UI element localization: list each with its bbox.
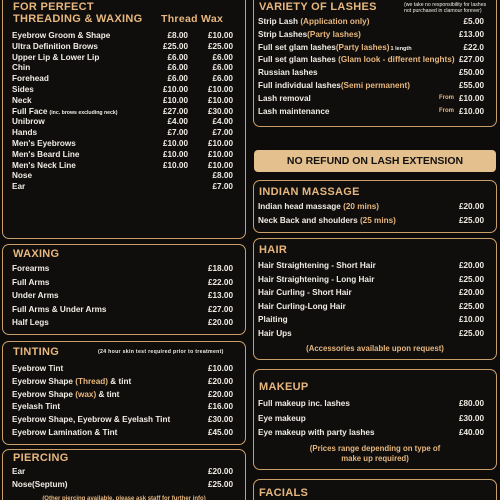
price-row: [3, 74, 245, 85]
wax-price: £7.00: [212, 128, 233, 138]
makeup-footer-line2: make up required): [341, 454, 409, 463]
service-name-text: Ear: [12, 467, 26, 476]
service-name-text: Full individual lashes: [258, 80, 341, 90]
tinting-price-list: [3, 364, 245, 441]
thread-price: £10.00: [162, 138, 188, 148]
facials-title: FACIALS: [259, 487, 309, 499]
tinting-note: (24 hour skin test required prior to treatment): [98, 349, 224, 355]
service-name: [258, 202, 379, 211]
thread-price: £4.00: [167, 117, 188, 127]
service-name: [258, 261, 376, 270]
service-name-highlight: (wax): [75, 389, 97, 399]
service-name: [12, 278, 49, 287]
service-price: £40.00: [458, 428, 484, 437]
service-name-part: & tint: [96, 389, 120, 399]
service-name: [12, 171, 32, 180]
service-name-text: Full set glam lashes: [258, 55, 339, 65]
service-price: £20.00: [207, 318, 233, 327]
service-note: (Semi permanent): [340, 80, 410, 90]
price-row: [254, 94, 496, 107]
service-price: £20.00: [207, 389, 233, 399]
service-name: [12, 428, 117, 437]
service-name-text: Plaiting: [258, 315, 288, 324]
price-row: [3, 364, 245, 377]
threading-title-line1: FOR PERFECT: [13, 1, 94, 13]
service-name: [12, 150, 79, 159]
service-name-part: Eyebrow Shape: [12, 376, 76, 386]
wax-price: £30.00: [207, 106, 233, 116]
waxing-price-list: [3, 264, 245, 332]
wax-price: £10.00: [207, 84, 233, 94]
makeup-panel: [253, 369, 497, 470]
from-label: From: [439, 107, 454, 114]
price-row: [3, 85, 245, 96]
service-name-highlight: (Thread): [75, 376, 108, 386]
service-name: [12, 364, 63, 373]
service-price: £20.00: [458, 261, 484, 270]
service-name-text: Sides: [12, 84, 34, 94]
service-name-text: Men's Beard Line: [12, 149, 80, 159]
price-row: [3, 31, 245, 42]
service-price: £45.00: [207, 427, 233, 437]
service-name: [12, 291, 59, 300]
service-price: £20.00: [458, 202, 484, 211]
wax-price: £10.00: [207, 160, 233, 170]
service-price: £20.00: [458, 288, 484, 297]
service-name-part: Eyebrow Shape: [12, 389, 76, 399]
thread-price: £7.00: [167, 128, 188, 138]
service-note: (Application only): [300, 17, 370, 26]
price-row: [254, 275, 496, 289]
piercing-panel: [2, 449, 246, 500]
no-refund-banner: NO REFUND ON LASH EXTENSION: [254, 150, 496, 172]
wax-price: £6.00: [212, 52, 233, 62]
service-name: [12, 128, 37, 137]
price-row: [254, 261, 496, 275]
thread-price: £6.00: [167, 74, 188, 84]
service-note: (inc. brows excluding neck): [49, 109, 118, 116]
service-name: [12, 63, 30, 72]
thread-price: £10.00: [162, 160, 188, 170]
wax-price: £6.00: [212, 63, 233, 73]
wax-price: £6.00: [212, 74, 233, 84]
price-row: [3, 318, 245, 332]
service-name: [258, 55, 455, 64]
price-row: [254, 428, 496, 443]
makeup-footer-line1: (Prices range depending on type of: [309, 444, 441, 453]
service-price: £25.00: [458, 216, 484, 225]
service-name: [258, 17, 369, 26]
service-name: [258, 81, 410, 90]
piercing-footer: (Other piercing available, please ask staff for further info): [42, 496, 206, 500]
price-row: [254, 55, 496, 68]
service-name: [258, 43, 412, 52]
service-price: £25.00: [207, 479, 233, 489]
threading-title-line2: THREADING & WAXING: [13, 13, 143, 25]
price-row: [3, 161, 245, 172]
service-name-text: Chin: [12, 63, 31, 73]
service-price: £55.00: [458, 80, 484, 90]
service-name: [12, 264, 49, 273]
facials-panel: [253, 479, 497, 500]
service-name: [12, 85, 34, 94]
service-name-text: Ear: [12, 182, 26, 192]
service-name-text: Forearms: [12, 264, 50, 273]
service-price: £30.00: [458, 413, 484, 423]
service-name-text: Hair Straightening - Long Hair: [258, 274, 375, 284]
service-name: [258, 94, 311, 103]
waxing-panel: [2, 244, 246, 335]
service-name-text: Eyebrow Shape, Eyebrow & Eyelash Tint: [12, 415, 171, 425]
price-row: [3, 402, 245, 415]
tinting-title: TINTING: [13, 346, 60, 358]
price-row: [254, 329, 496, 343]
service-name: [12, 117, 45, 126]
service-name: [12, 42, 98, 51]
service-name: [12, 107, 118, 116]
service-name: [12, 305, 106, 314]
service-name: [12, 377, 131, 386]
service-name-text: Eye makeup with party lashes: [258, 428, 375, 437]
service-name: [258, 275, 374, 284]
thread-price: £8.00: [167, 31, 188, 40]
price-row: [3, 128, 245, 139]
service-name: [258, 315, 288, 324]
service-price: £13.00: [458, 29, 484, 39]
service-name: [258, 428, 375, 437]
price-row: [254, 414, 496, 429]
service-name-text: Full set glam lashes: [258, 42, 336, 52]
wax-price: £4.00: [212, 117, 233, 127]
makeup-price-list: [254, 399, 496, 443]
price-row: [3, 278, 245, 292]
service-name-text: Eyelash Tint: [12, 402, 61, 412]
thread-price: £6.00: [167, 63, 188, 73]
service-price: £50.00: [458, 68, 484, 78]
service-name: [258, 399, 350, 408]
service-price: £16.00: [207, 402, 233, 412]
thread-price: £25.00: [162, 41, 188, 51]
service-price: £20.00: [207, 376, 233, 386]
service-name: [258, 107, 329, 116]
wax-price: £25.00: [207, 41, 233, 51]
price-row: [3, 377, 245, 390]
wax-price: £7.00: [212, 182, 233, 192]
price-row: [3, 415, 245, 428]
price-row: [3, 117, 245, 128]
indian-massage-panel: [253, 180, 497, 233]
service-name: [12, 182, 25, 191]
price-row: [254, 68, 496, 81]
price-row: [3, 291, 245, 305]
service-name-text: Neck: [12, 95, 32, 105]
lashes-panel: [253, 0, 497, 127]
service-name-text: Eyebrow Tint: [12, 364, 64, 373]
service-note: (25 mins): [359, 216, 396, 225]
service-name: [258, 329, 292, 338]
service-name: [258, 302, 346, 311]
service-name: [12, 390, 119, 399]
threading-waxing-panel: [2, 0, 246, 239]
service-name-text: Strip Lash: [258, 17, 301, 26]
hair-panel: [253, 238, 497, 360]
indian-massage-title: INDIAN MASSAGE: [259, 186, 360, 198]
wax-price: £10.00: [207, 31, 233, 40]
hair-price-list: [254, 261, 496, 342]
service-name: [258, 30, 361, 39]
service-name-text: Full Face: [12, 106, 48, 116]
service-price: £25.00: [458, 301, 484, 311]
service-name-text: Lash maintenance: [258, 106, 330, 116]
service-name-text: Full Arms: [12, 277, 50, 287]
service-name: [12, 480, 68, 489]
piercing-title: PIERCING: [13, 452, 69, 464]
service-name-text: Forehead: [12, 74, 49, 84]
price-row: [254, 399, 496, 414]
hair-title: HAIR: [259, 244, 288, 256]
hair-footer: (Accessories available upon request): [306, 344, 444, 353]
piercing-price-list: [3, 467, 245, 492]
service-name: [258, 68, 318, 77]
service-name-text: Strip Lashes: [258, 29, 308, 39]
service-name-text: Hair Curling-Long Hair: [258, 301, 346, 311]
service-name-text: Hair Ups: [258, 328, 292, 338]
service-name-text: Russian lashes: [258, 68, 318, 78]
service-price: £22.0: [463, 42, 484, 52]
service-price: £80.00: [458, 399, 484, 408]
service-price: £10.00: [458, 315, 484, 324]
service-note: (20 mins): [343, 202, 380, 211]
price-row: [3, 171, 245, 182]
service-note: (Party lashes): [335, 42, 390, 52]
lashes-disclaimer-line2: not purchased in clamour forever): [404, 8, 482, 14]
service-name-text: Lash removal: [258, 93, 311, 103]
service-name-text: Neck Back and shoulders: [258, 216, 360, 225]
service-name-text: Indian head massage: [258, 202, 344, 211]
service-name: [12, 467, 25, 476]
service-name-text: Men's Neck Line: [12, 160, 76, 170]
price-row: [254, 202, 496, 216]
price-row: [3, 305, 245, 319]
service-name: [12, 415, 170, 424]
service-name-text: Eyebrow Groom & Shape: [12, 31, 111, 40]
price-row: [3, 264, 245, 278]
service-price: £10.00: [458, 93, 484, 103]
price-row: [254, 17, 496, 30]
service-extra: 1 length: [390, 45, 412, 52]
service-name-text: Unibrow: [12, 117, 45, 127]
service-name: [12, 318, 49, 327]
service-name: [258, 288, 352, 297]
service-name-text: Half Legs: [12, 318, 49, 327]
service-price: £10.00: [207, 364, 233, 373]
price-row: [3, 150, 245, 161]
service-price: £27.00: [207, 304, 233, 314]
wax-price: £10.00: [207, 95, 233, 105]
price-row: [254, 30, 496, 43]
wax-price: £8.00: [212, 171, 233, 181]
service-price: £20.00: [207, 467, 233, 476]
price-row: [3, 467, 245, 480]
price-row: [3, 42, 245, 53]
service-name-text: Ultra Definition Brows: [12, 41, 98, 51]
price-row: [254, 216, 496, 230]
thread-price: £10.00: [162, 84, 188, 94]
service-name-text: Under Arms: [12, 291, 59, 300]
price-row: [254, 302, 496, 316]
price-row: [254, 81, 496, 94]
price-row: [3, 96, 245, 107]
service-price: £18.00: [207, 264, 233, 273]
service-price: £27.00: [458, 55, 484, 65]
service-name-text: Hair Straightening - Short Hair: [258, 261, 376, 270]
lashes-title: VARIETY OF LASHES: [259, 1, 377, 13]
price-row: [254, 288, 496, 302]
waxing-title: WAXING: [13, 248, 60, 260]
service-price: £10.00: [458, 106, 484, 116]
service-price: £25.00: [458, 274, 484, 284]
thread-price: £27.00: [162, 106, 188, 116]
service-price: £22.00: [207, 277, 233, 287]
price-row: [3, 63, 245, 74]
service-name-text: Nose: [12, 171, 33, 181]
thread-price: £10.00: [162, 95, 188, 105]
service-price: £13.00: [207, 291, 233, 300]
service-name-text: Full Arms & Under Arms: [12, 304, 107, 314]
service-name: [258, 216, 396, 225]
thread-wax-header: Thread Wax: [161, 13, 224, 25]
service-name: [12, 161, 76, 170]
wax-price: £10.00: [207, 149, 233, 159]
service-price: £25.00: [458, 328, 484, 338]
from-label: From: [439, 94, 454, 101]
price-row: [3, 53, 245, 64]
lashes-disclaimer-line1: (we take no responsibility for lashes: [404, 2, 487, 8]
makeup-title: MAKEUP: [259, 381, 309, 393]
service-name-text: Hands: [12, 128, 38, 138]
lashes-price-list: [254, 17, 496, 119]
price-row: [3, 480, 245, 493]
service-name-text: Full makeup inc. lashes: [258, 399, 350, 408]
service-name: [12, 96, 32, 105]
tinting-panel: [2, 341, 246, 445]
service-name: [12, 31, 110, 40]
price-row: [254, 43, 496, 56]
thread-price: £6.00: [167, 52, 188, 62]
service-name-text: Men's Eyebrows: [12, 138, 76, 148]
service-name-text: Eye makeup: [258, 413, 306, 423]
threading-price-list: [3, 31, 245, 193]
service-name: [258, 414, 306, 423]
price-row: [3, 428, 245, 441]
service-name: [12, 402, 60, 411]
service-price: £5.00: [463, 17, 484, 26]
service-name-text: Hair Curling - Short Hair: [258, 288, 352, 297]
indian-massage-price-list: [254, 202, 496, 230]
service-name: [12, 139, 76, 148]
service-name-part: & tint: [108, 376, 132, 386]
service-name-text: Eyebrow Lamination & Tint: [12, 427, 118, 437]
price-row: [254, 107, 496, 120]
service-note: (Party lashes): [307, 29, 361, 39]
service-note: (Glam look - different lenghts): [338, 55, 455, 65]
price-row: [3, 107, 245, 118]
price-row: [3, 139, 245, 150]
price-row: [3, 182, 245, 193]
service-name-text: Nose(Septum): [12, 479, 68, 489]
wax-price: £10.00: [207, 138, 233, 148]
service-price: £30.00: [207, 415, 233, 425]
service-name: [12, 53, 99, 62]
price-row: [3, 390, 245, 403]
service-name: [12, 74, 49, 83]
service-name-text: Upper Lip & Lower Lip: [12, 52, 100, 62]
thread-price: £10.00: [162, 149, 188, 159]
price-row: [254, 315, 496, 329]
